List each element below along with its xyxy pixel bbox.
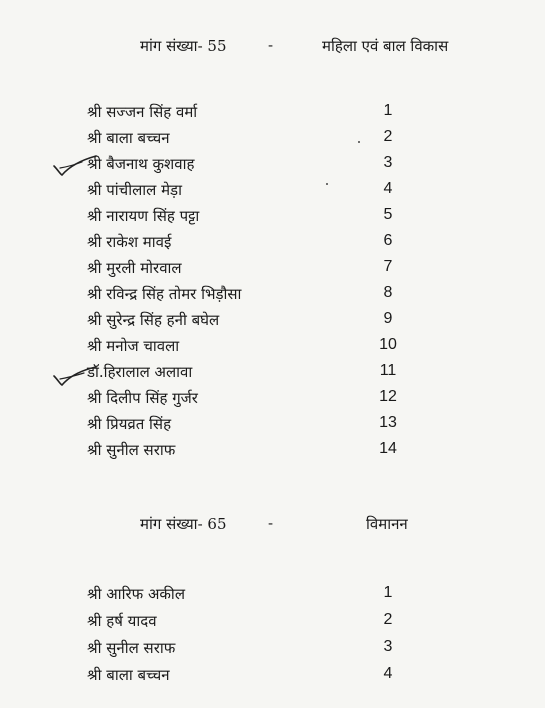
list-item: [0, 180, 545, 206]
list-item: [0, 232, 545, 258]
member-name: श्री सुरेन्द्र सिंह हनी बघेल: [87, 311, 220, 329]
member-number: 11: [379, 362, 397, 379]
member-number: 2: [383, 128, 393, 145]
list-item: [0, 284, 545, 310]
list-item: [0, 611, 545, 638]
list-item: [0, 388, 545, 414]
member-number: 3: [383, 638, 393, 655]
list-item: [0, 258, 545, 284]
scan-speck: [326, 183, 328, 185]
member-number: 9: [383, 310, 393, 327]
member-number: 4: [383, 180, 393, 197]
member-number: 14: [379, 440, 397, 457]
member-name: श्री बाला बच्चन: [87, 666, 170, 684]
member-number: 5: [383, 206, 393, 223]
member-name: श्री रविन्द्र सिंह तोमर भिड़ौसा: [87, 285, 242, 303]
member-name: श्री मुरली मोरवाल: [87, 259, 182, 277]
list-item: [0, 414, 545, 440]
member-number: 1: [383, 584, 393, 601]
section-header-demand-55: [0, 36, 545, 60]
header-dash: -: [268, 36, 274, 54]
demand-number-label: मांग संख्या- 65: [140, 515, 227, 533]
department-name: विमानन: [366, 515, 408, 533]
member-number: 3: [383, 154, 393, 171]
list-item: [0, 206, 545, 232]
member-name: श्री आरिफ अकील: [87, 585, 185, 603]
list-item: [0, 440, 545, 466]
list-item: [0, 665, 545, 692]
member-number: 10: [379, 336, 397, 353]
member-number: 13: [379, 414, 397, 431]
list-item: [0, 584, 545, 611]
member-number: 1: [383, 102, 393, 119]
member-list-demand-65: [0, 584, 545, 692]
scan-speck: [358, 141, 360, 143]
demand-number-label: मांग संख्या- 55: [140, 37, 227, 55]
list-item: [0, 310, 545, 336]
member-name: श्री हर्ष यादव: [87, 612, 157, 630]
member-name: श्री पांचीलाल मेड़ा: [87, 181, 182, 199]
member-number: 2: [383, 611, 393, 628]
member-number: 6: [383, 232, 393, 249]
department-name: महिला एवं बाल विकास: [322, 37, 449, 55]
member-name: श्री राकेश मावई: [87, 233, 172, 251]
member-number: 7: [383, 258, 393, 275]
member-number: 4: [383, 665, 393, 682]
member-number: 8: [383, 284, 393, 301]
member-number: 12: [379, 388, 397, 405]
member-name: श्री मनोज चावला: [87, 337, 180, 355]
list-item: [0, 638, 545, 665]
list-item: [0, 362, 545, 388]
list-item: [0, 102, 545, 128]
member-name: श्री बैजनाथ कुशवाह: [87, 155, 195, 173]
member-name: श्री बाला बच्चन: [87, 129, 170, 147]
member-name: श्री नारायण सिंह पट्टा: [87, 207, 200, 225]
member-name: श्री सज्जन सिंह वर्मा: [87, 103, 198, 121]
member-name: श्री प्रियव्रत सिंह: [87, 415, 172, 433]
section-header-demand-65: [0, 514, 545, 538]
member-name: श्री सुनील सराफ: [87, 639, 176, 657]
member-name: श्री सुनील सराफ: [87, 441, 176, 459]
list-item: [0, 128, 545, 154]
member-list-demand-55: [0, 102, 545, 466]
member-name: डॉ.हिरालाल अलावा: [87, 363, 193, 381]
list-item: [0, 154, 545, 180]
member-name: श्री दिलीप सिंह गुर्जर: [87, 389, 198, 407]
list-item: [0, 336, 545, 362]
header-dash: -: [268, 514, 274, 532]
